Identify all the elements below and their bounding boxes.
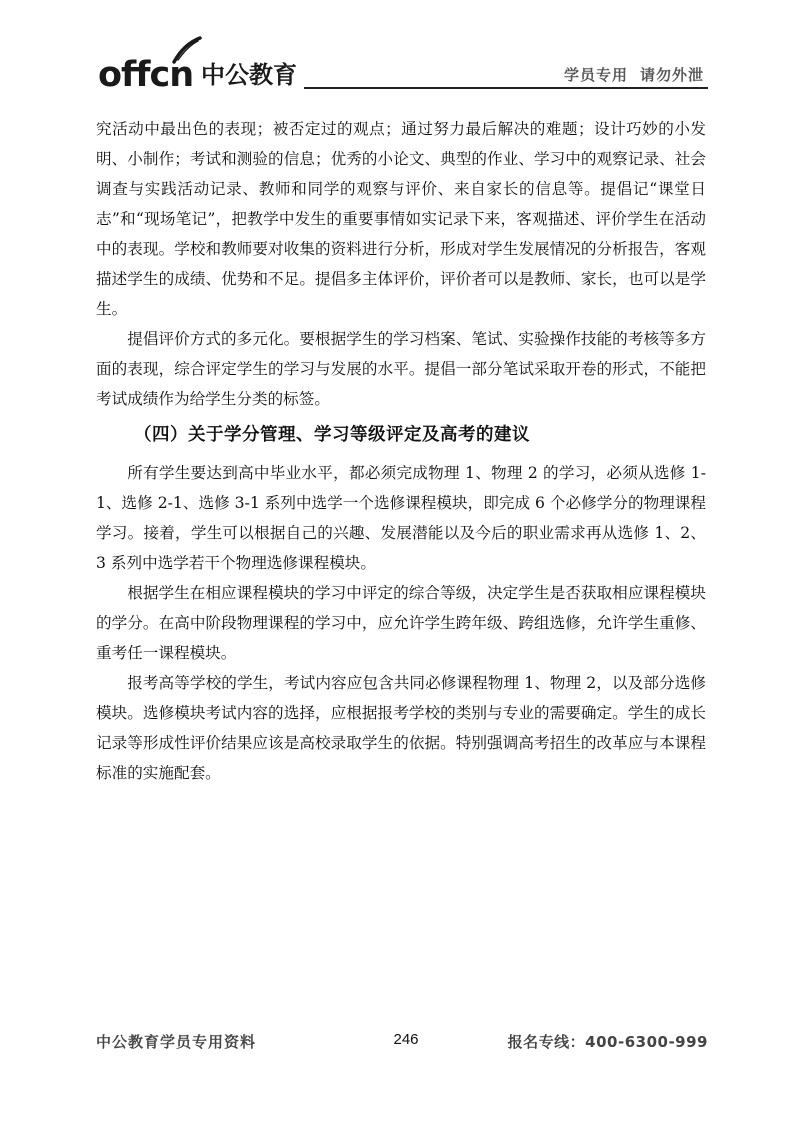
paragraph-credit-acquisition: 根据学生在相应课程模块的学习中评定的综合等级，决定学生是否获取相应课程模块的学分。在高中阶段物理课程的学习中，应允许学生跨年级、跨组选修，允许学生重修、重考任一课程模块。 (96, 584, 706, 662)
header-notice-members-only: 学员专用 (563, 66, 628, 84)
section-heading: （四）关于学分管理、学习等级评定及高考的建议 (134, 425, 530, 445)
logo-wordmark: offcn (98, 55, 194, 92)
header-notice-confidential: 请勿外泄 (639, 66, 704, 84)
paragraph-continued: 究活动中最出色的表现；被否定过的观点；通过努力最后解决的难题；设计巧妙的小发明、小制作；考试和测验的信息；优秀的小论文、典型的作业、学习中的观察记录、社会调查与实践活动记录、教师和同学的观察与评价、来自家长的信息等。提倡记“课堂日志”和“现场笔记”，把教学中发生的重要事情如实记录下来，客观描述、评价学生在活动中的表现。学校和教师要对收集的资料进行分析，形成对学生发展情况的分析报告，客观描述学生的成绩、优势和不足。提倡多主体评价，评价者可以是教师、家长，也可以是学生。 (96, 120, 706, 318)
header-rule (304, 87, 708, 89)
document-body (96, 114, 706, 788)
footer-hotline: 报名专线：400-6300-999 (507, 1033, 708, 1051)
header-notice (564, 64, 704, 85)
paragraph-college-entrance-exam: 报考高等学校的学生，考试内容应包含共同必修课程物理 1、物理 2，以及部分选修模块。选修模块考试内容的选择，应根据报考学校的类别与专业的需要确定。学生的成长记录等形成性评价结果应该是高校录取学生的依据。特别强调高考招生的改革应与本课程标准的实施配套。 (96, 674, 706, 782)
page-header (96, 36, 708, 92)
logo-chinese-name: 中公教育 (201, 61, 297, 89)
paragraph-graduation-requirements: 所有学生要达到高中毕业水平，都必须完成物理 1、物理 2 的学习，必须从选修 1-1、选修 2-1、选修 3-1 系列中选学一个选修课程模块，即完成 6 个必修学分的物理课程学习。接着，学生可以根据自己的兴趣、发展潜能以及今后的职业需求再从选修 1、2、3 系列中选学若干个物理选修课程模块。 (96, 464, 706, 572)
offcn-logo (96, 36, 316, 92)
page-footer (96, 1031, 708, 1055)
page-number: 246 (393, 1031, 419, 1048)
footer-source-label: 中公教育学员专用资料 (96, 1033, 257, 1051)
paragraph-evaluation-methods: 提倡评价方式的多元化。要根据学生的学习档案、笔试、实验操作技能的考核等多方面的表现，综合评定学生的学习与发展的水平。提倡一部分笔试采取开卷的形式，不能把考试成绩作为给学生分类的标签。 (96, 330, 706, 408)
